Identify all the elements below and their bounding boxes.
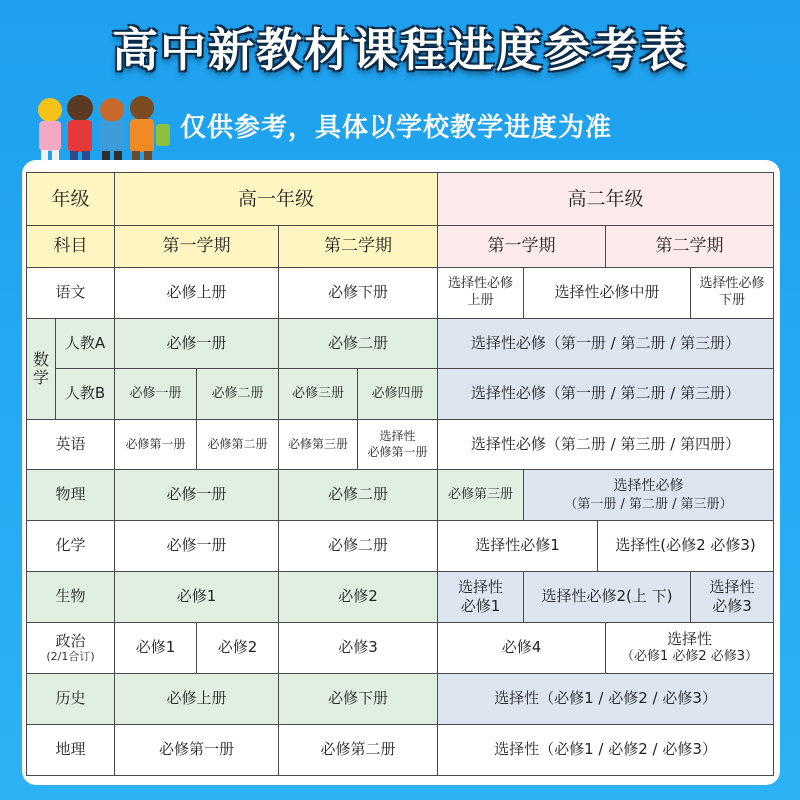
course-cell: 选择性必修（第二册 / 第三册 / 第四册） [437,419,774,470]
subject-name: 语文 [26,267,115,319]
course-cell: 必修二册 [278,469,438,521]
subject-label: 科目 [26,225,115,268]
course-line: 选择性必修 [613,477,684,494]
subject-name: 化学 [26,520,115,572]
course-cell: 必修一册 [114,520,279,572]
subject-name: 地理 [26,724,115,776]
math-char: 学 [32,368,49,387]
course-cell: 必修一册 [114,368,197,420]
course-cell: 必修上册 [114,267,279,319]
course-cell: 必修上册 [114,673,279,725]
semester-header: 第二学期 [605,225,774,268]
course-cell: 必修1 [114,571,279,623]
math-version-label: 人教B [55,368,115,420]
course-cell [357,419,438,470]
course-cell: 选择性（必修1 / 必修2 / 必修3） [437,673,774,725]
course-cell: 必修二册 [196,368,279,420]
subject-name: 生物 [26,571,115,623]
course-line: 必修1 [460,597,501,615]
course-cell: 必修4 [437,622,606,674]
course-line: 必修3 [712,597,752,615]
semester-header: 第一学期 [437,225,606,268]
course-line: 选择性 [709,578,755,597]
course-cell: 选择性必修上册 [437,267,524,319]
course-cell: 必修三册 [278,368,358,420]
course-line: 选择性 [457,578,503,597]
course-line: 选择性 [666,629,712,648]
page-subtitle: 仅供参考，具体以学校教学进度为准 [180,113,613,143]
grade1-header: 高一年级 [114,172,438,226]
subject-name-math [26,318,56,420]
subject-name: 物理 [26,469,115,521]
course-cell: 选择性必修下册 [690,267,774,319]
course-cell: 必修四册 [357,368,438,420]
course-line: 必修第一册 [367,444,428,459]
course-cell [690,571,774,623]
course-cell: 必修第三册 [278,419,358,470]
page-title: 高中新教材课程进度参考表 [112,23,688,77]
subject-name: 英语 [26,419,115,470]
course-cell: 选择性必修中册 [523,267,691,319]
course-cell: 必修第一册 [114,419,197,470]
subject-name [26,622,115,674]
course-cell: 必修一册 [114,469,279,521]
course-cell: 必修3 [278,622,438,674]
course-cell: 必修1 [114,622,197,674]
course-cell: 必修第三册 [437,469,524,521]
course-cell: 选择性(必修2 必修3) [597,520,774,572]
math-char: 数 [32,350,49,370]
course-cell: 必修一册 [114,318,279,369]
semester-header: 第二学期 [278,225,438,268]
course-line: （必修1 必修2 必修3） [620,649,759,665]
course-cell: 必修二册 [278,318,438,369]
course-cell: 选择性必修1 [437,520,598,572]
course-cell: 选择性必修（第一册 / 第二册 / 第三册） [437,368,774,420]
course-cell: 必修2 [196,622,279,674]
course-cell: 选择性必修（第一册 / 第二册 / 第三册） [437,318,774,369]
course-cell: 必修第一册 [114,724,279,776]
course-cell: 选择性必修2(上 下) [523,571,691,623]
semester-header: 第一学期 [114,225,279,268]
grade-label: 年级 [26,172,115,226]
grade2-header: 高二年级 [437,172,774,226]
course-cell: 必修2 [278,571,438,623]
math-version-label: 人教A [55,318,115,369]
course-cell: 必修第二册 [278,724,438,776]
course-cell [437,571,524,623]
course-cell [605,622,774,674]
course-line: 选择性 [379,428,416,443]
subject-note: (2/1合订) [46,650,95,664]
course-cell [523,469,774,521]
course-line: （第一册 / 第二册 / 第三册） [564,496,733,512]
course-cell: 必修二册 [278,520,438,572]
course-cell: 必修下册 [278,267,438,319]
course-cell: 选择性（必修1 / 必修2 / 必修3） [437,724,774,776]
course-cell: 必修第二册 [196,419,279,470]
subject-name-text: 政治 [55,632,86,651]
subject-name: 历史 [26,673,115,725]
course-cell: 必修下册 [278,673,438,725]
